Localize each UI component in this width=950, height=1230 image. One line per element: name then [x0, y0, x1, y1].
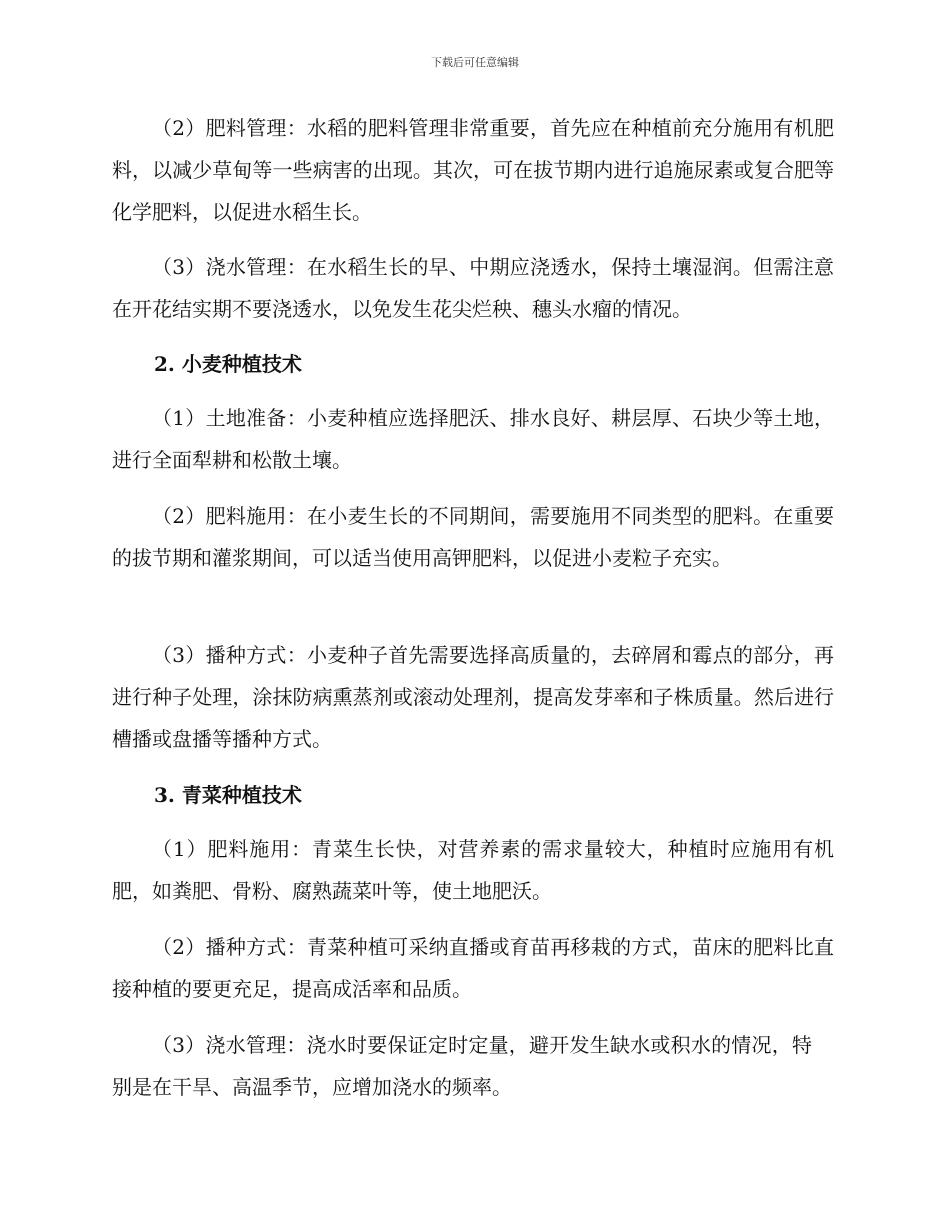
paragraph-rice-fertilizer: （2）肥料管理：水稻的肥料管理非常重要，首先应在种植前充分施用有机肥料，以减少草甸等一些病害的出现。其次，可在拔节期内进行追施尿素或复合肥等化学肥料，以促进水稻生长。	[112, 116, 834, 224]
page-header: 下载后可任意编辑	[431, 56, 519, 69]
section-heading-wheat: 2. 小麦种植技术	[154, 352, 302, 376]
paragraph-wheat-fertilizer: （2）肥料施用：在小麦生长的不同期间，需要施用不同类型的肥料。在重要的拔节期和灌浆期间，可以适当使用高钾肥料，以促进小麦粒子充实。	[112, 504, 834, 570]
paragraph-rice-watering: （3）浇水管理：在水稻生长的早、中期应浇透水，保持土壤湿润。但需注意在开花结实期不要浇透水，以免发生花尖烂秧、穗头水瘤的情况。	[112, 255, 834, 321]
paragraph-wheat-land: （1）土地准备：小麦种植应选择肥沃、排水良好、耕层厚、石块少等土地，进行全面犁耕和松散土壤。	[112, 406, 834, 472]
paragraph-greens-sowing: （2）播种方式：青菜种植可采纳直播或育苗再移栽的方式，苗床的肥料比直接种植的要更充足，提高成活率和品质。	[112, 935, 834, 1001]
paragraph-wheat-sowing: （3）播种方式：小麦种子首先需要选择高质量的，去碎屑和霉点的部分，再进行种子处理，涂抹防病熏蒸剂或滚动处理剂，提高发芽率和子株质量。然后进行槽播或盘播等播种方式。	[112, 643, 834, 751]
section-heading-greens: 3. 青菜种植技术	[154, 783, 302, 807]
paragraph-greens-fertilizer: （1）肥料施用：青菜生长快，对营养素的需求量较大，种植时应施用有机肥，如粪肥、骨粉、腐熟蔬菜叶等，使土地肥沃。	[112, 837, 834, 903]
paragraph-greens-watering: （3）浇水管理：浇水时要保证定时定量，避开发生缺水或积水的情况，特别是在干旱、高温季节，应增加浇水的频率。	[112, 1033, 812, 1099]
